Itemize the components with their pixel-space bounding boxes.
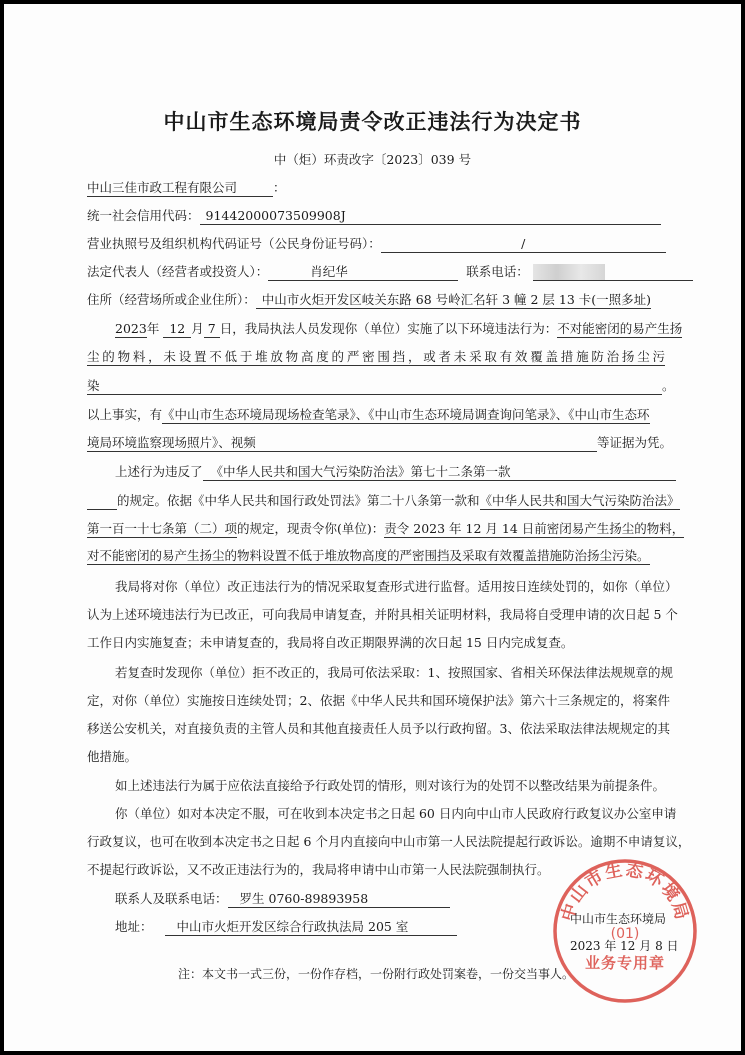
evidence-suffix: 等证据为凭。 bbox=[597, 435, 673, 450]
phone-redacted bbox=[533, 264, 605, 281]
evidence-text-2: 境局环境监察现场照片》、视频 bbox=[87, 435, 597, 452]
review-line-1: 我局将对你（单位）改正违法行为的情况采取复查形式进行监督。适用按日连续处罚的，如你（单位） bbox=[115, 579, 678, 594]
refuse-line-3: 移送公安机关，对直接负责的主管人员和其他直接责任人员予以行政拘留。3、依法采取法律法规规定的其 bbox=[87, 721, 670, 736]
evidence-line-1 bbox=[87, 406, 650, 424]
official-seal bbox=[550, 856, 700, 1006]
basis-text: 的规定。依据《中华人民共和国行政处罚法》第二十八条第一款和 bbox=[117, 493, 480, 508]
address-value: 中山市火炬开发区岐关东路 68 号岭汇名轩 3 幢 2 层 13 卡(一照多址) bbox=[256, 292, 651, 309]
license-value: / bbox=[381, 236, 666, 253]
signature-org: 中山市生态环境局 bbox=[570, 912, 667, 926]
document-title: 中山市生态环境局责令改正违法行为决定书 bbox=[163, 109, 582, 134]
credit-code-label: 统一社会信用代码： bbox=[87, 208, 200, 223]
party-name-line: 中山三佳市政工程有限公司 ： bbox=[87, 180, 286, 195]
credit-code-line bbox=[87, 207, 661, 225]
evidence-prefix: 以上事实，有 bbox=[87, 407, 163, 422]
facts-line-3: 染 。 bbox=[87, 378, 675, 393]
contact-address-value: 中山市火炬开发区综合行政执法局 205 室 bbox=[165, 919, 457, 936]
address-label: 住所（经营场所或企业住所）： bbox=[87, 292, 256, 307]
credit-code-value: 91442000073509908J bbox=[200, 208, 661, 225]
violation-text-2: 尘的物料，未设置不低于堆放物高度的严密围挡，或者未采取有效覆盖措施防治扬尘污 bbox=[87, 349, 665, 364]
contact-line bbox=[115, 890, 450, 908]
refuse-line-4: 他措施。 bbox=[87, 749, 138, 764]
review-line-3: 工作日内实施复查；未申请复查的，我局将自改正期限界满的次日起 15 日内完成复查。 bbox=[87, 635, 574, 650]
evidence-text-1: 《中山市生态环境局现场检查笔录》、《中山市生态环境局调查询问笔录》、《中山市生态环 bbox=[162, 407, 650, 422]
license-label: 营业执照号及组织机构代码证号（公民身份证号码）： bbox=[87, 236, 381, 251]
representative-value: 肖纪华 bbox=[268, 264, 458, 281]
facts-line-1: 2023年 12 月 7 日，我局执法人员发现你（单位）实施了以下环境违法行为：不对能密闭的易产生扬 bbox=[115, 321, 683, 336]
seal-number: (01) bbox=[610, 926, 640, 942]
party-name: 中山三佳市政工程有限公司 bbox=[87, 180, 238, 195]
violated-law: 《中华人民共和国大气污染防治法》第七十二条第一款 bbox=[203, 464, 676, 481]
refuse-line-2: 定，对你（单位）实施按日连续处罚；2、依据《中华人民共和国环境保护法》第六十三条规定的，将案件 bbox=[87, 693, 670, 708]
seal-purpose: 业务专用章 bbox=[584, 954, 666, 972]
refuse-line-1: 若复查时发现你（单位）拒不改正的，我局可依法采取：1、按照国家、省相关环保法律法规规章的规 bbox=[115, 665, 673, 680]
basis-article: 第一百一十七条第（二）项 bbox=[87, 521, 238, 536]
fact-month: 12 bbox=[163, 321, 191, 338]
violated-prefix: 上述行为违反了 bbox=[115, 464, 203, 479]
contact-value: 罗生 0760-89893958 bbox=[228, 891, 450, 908]
contact-label: 联系人及联系电话： bbox=[115, 891, 228, 906]
violated-line-2 bbox=[87, 492, 680, 510]
representative-label: 法定代表人（经营者或投资人）： bbox=[87, 264, 269, 279]
contact-address-label: 地址： bbox=[115, 919, 153, 934]
footer-note: 注：本文书一式三份，一份作存档，一份附行政处罚案卷，一份交当事人。 bbox=[178, 967, 575, 981]
violation-text-3: 染 bbox=[87, 378, 662, 395]
order-text-1: 责令 2023 年 12 月 14 日前密闭易产生扬尘的物料， bbox=[384, 521, 685, 536]
appeal-line-3: 不提起行政诉讼，又不改正违法行为的，我局将申请中山市第一人民法院强制执行。 bbox=[87, 862, 550, 877]
basis-law: 《中华人民共和国大气污染防治法》 bbox=[479, 493, 680, 508]
order-prefix: 的规定，现责令你(单位)： bbox=[237, 521, 385, 536]
license-line bbox=[87, 235, 666, 253]
appeal-line-1: 你（单位）如对本决定不服，可在收到本决定书之日起 60 日内向中山市人民政府行政复议办公室申请 bbox=[115, 806, 677, 821]
contact-address-line bbox=[115, 918, 457, 936]
appeal-line-2: 行政复议，也可在收到本决定书之日起 6 个月内直接向中山市第一人民法院提起行政诉讼。逾期不申请复议， bbox=[87, 834, 691, 849]
representative-line bbox=[87, 263, 693, 281]
document-number: 中（炬）环责改字〔2023〕039 号 bbox=[273, 152, 472, 167]
seal-text: 中山市生态环境局 bbox=[558, 860, 692, 924]
violation-text-1: 不对能密闭的易产生扬 bbox=[557, 321, 683, 336]
signature-date: 2023 年 12 月 8 日 bbox=[570, 939, 679, 953]
fact-year: 2023 bbox=[115, 321, 147, 336]
address-line bbox=[87, 291, 651, 309]
violated-line-1 bbox=[115, 463, 676, 481]
evidence-line-2 bbox=[87, 434, 672, 452]
violated-line-3 bbox=[87, 520, 684, 538]
penalty-paragraph: 如上述违法行为属于应依法直接给予行政处罚的情形，则对该行为的处罚不以整改结果为前提条件。 bbox=[115, 778, 666, 793]
order-text-2: 对不能密闭的易产生扬尘的物料设置不低于堆放物高度的严密围挡及采取有效覆盖措施防治扬尘污染。 bbox=[87, 548, 650, 563]
document-page bbox=[4, 4, 741, 1051]
fact-day: 7 bbox=[204, 321, 220, 338]
review-line-2: 认为上述环境违法行为已改正，可向我局申请复查，并附具相关证明材料，我局将自受理申请的次日起 5 个 bbox=[87, 607, 678, 622]
phone-label: 联系电话： bbox=[466, 264, 529, 279]
